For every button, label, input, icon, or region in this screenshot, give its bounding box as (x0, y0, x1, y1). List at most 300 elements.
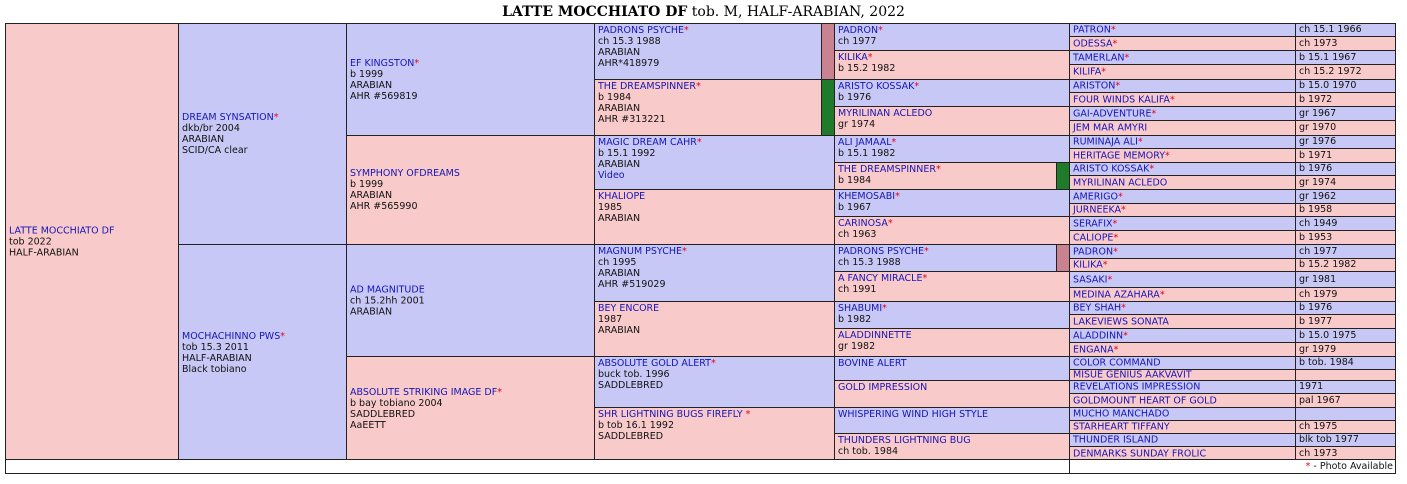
horse-detail-cell (1295, 314, 1396, 329)
horse-detail-cell (1295, 230, 1396, 245)
photo-star-icon[interactable]: * (1123, 330, 1128, 341)
horse-detail-cell (1295, 393, 1396, 408)
horse-name-line (838, 52, 1067, 63)
horse-line3: Black tobiano (182, 363, 247, 375)
video-link[interactable]: Video (598, 170, 625, 181)
horse-name-link[interactable]: SASAKI (1073, 274, 1108, 285)
horse-name-link[interactable]: ENGANA (1073, 344, 1114, 355)
horse-cell-absolute-gold-alert (594, 356, 835, 408)
horse-name-link[interactable]: MEDINA AZAHARA (1073, 289, 1160, 300)
horse-info (838, 25, 1067, 47)
photo-star-icon[interactable]: * (1113, 232, 1119, 243)
photo-star-icon[interactable]: * (1137, 136, 1143, 148)
photo-star-icon[interactable]: * (497, 386, 502, 398)
horse-line1: b 15.2 1982 (838, 63, 896, 74)
horse-info (838, 52, 1067, 74)
horse-detail (1299, 330, 1393, 342)
photo-star-icon[interactable]: * (1113, 344, 1119, 355)
horse-name-link[interactable]: ALADDINNETTE (838, 330, 912, 341)
horse-cell-shabumi (834, 301, 1070, 329)
horse-cell-mucho-manchado (1069, 407, 1296, 421)
horse-cell-heritage-memory (1069, 148, 1296, 163)
horse-cell-aladdinnette (834, 328, 1070, 357)
horse-detail-text: gr 1981 (1299, 273, 1337, 285)
horse-cell-gai-adventure (1069, 106, 1296, 121)
horse-name-line (838, 218, 1067, 229)
horse-info (1073, 38, 1293, 49)
horse-cell-latte-mocchiato-df (5, 23, 179, 460)
horse-name-link[interactable]: STARHEART TIFFANY (1073, 421, 1170, 433)
horse-line1: b 1976 (838, 92, 872, 103)
horse-name-link[interactable]: THUNDER ISLAND (1073, 434, 1159, 446)
horse-name-link[interactable]: THUNDERS LIGHTNING BUG (838, 435, 971, 446)
horse-cell-ali-jamaal (834, 135, 1070, 163)
horse-detail-text: gr 1974 (1299, 176, 1337, 188)
horse-info (838, 358, 1067, 369)
horse-line2: ARABIAN (598, 159, 641, 170)
photo-star-icon[interactable]: * (1110, 24, 1116, 36)
horse-detail-text: blk tob 1977 (1299, 434, 1359, 445)
horse-info (598, 409, 832, 442)
horse-name: LATTE MOCCHIATO DF (502, 4, 688, 20)
horse-detail (1299, 434, 1393, 446)
horse-name-link[interactable]: ODESSA (1073, 38, 1113, 49)
horse-name-line (838, 358, 1067, 369)
horse-name-link[interactable]: MAGIC DREAM CAHR (598, 137, 697, 148)
horse-line2: HALF-ARABIAN (9, 247, 79, 258)
horse-name-link[interactable]: MAGNUM PSYCHE (598, 246, 682, 257)
photo-star-icon[interactable]: * (695, 81, 701, 92)
horse-name-link[interactable]: PADRON (838, 25, 879, 36)
horse-detail-text: ch 15.1 1966 (1299, 24, 1362, 35)
horse-name-line (598, 81, 832, 92)
horse-detail-cell (1295, 216, 1396, 231)
horse-detail (1299, 136, 1393, 148)
horse-info (1073, 67, 1293, 78)
horse-info (1073, 260, 1293, 271)
horse-line1: 1987 (598, 314, 623, 325)
horse-line2: SADDLEBRED (598, 431, 664, 442)
horse-name-line (838, 25, 1067, 36)
horse-line1: dkb/br 2004 (182, 123, 240, 134)
horse-line1: b 1984 (598, 92, 632, 103)
horse-detail (1299, 191, 1393, 203)
horse-name-link[interactable]: CALIOPE (1073, 232, 1114, 243)
horse-name-link[interactable]: THE DREAMSPINNER (598, 81, 696, 92)
horse-line3: AaEETT (350, 419, 386, 431)
horse-line1: b tob 16.1 1992 (598, 420, 674, 431)
horse-cell-ef-kingston (346, 23, 595, 136)
horse-name-line (598, 246, 832, 257)
horse-detail-cell (1295, 433, 1396, 447)
horse-cell-ariston (1069, 79, 1296, 93)
horse-detail-text: b 1971 (1299, 149, 1333, 161)
horse-info (838, 191, 1067, 213)
photo-star-icon[interactable]: * (1159, 289, 1165, 300)
horse-name-line (838, 81, 1067, 92)
horse-cell-ad-magnitude (346, 244, 595, 357)
horse-cell-dream-synsation (178, 23, 347, 245)
horse-name-link[interactable]: WHISPERING WIND HIGH STYLE (838, 409, 989, 420)
horse-detail-cell (1295, 301, 1396, 315)
horse-name-link[interactable]: AD MAGNITUDE (350, 284, 425, 295)
photo-star-icon[interactable]: * (684, 25, 689, 36)
horse-info (598, 25, 832, 69)
horse-name-link[interactable]: MISUE GENIUS AAKVAVIT (1073, 369, 1192, 381)
horse-info (1073, 395, 1293, 406)
horse-name-link[interactable]: GOLDMOUNT HEART OF GOLD (1073, 395, 1217, 406)
photo-star-icon[interactable]: * (924, 246, 929, 257)
horse-name-link[interactable]: KHEMOSABI (838, 191, 896, 202)
horse-detail (1299, 395, 1393, 407)
horse-cell-the-dreamspinner (594, 79, 835, 136)
horse-cell-aladdinn (1069, 328, 1296, 343)
horse-detail (1299, 80, 1393, 92)
horse-name-line (598, 358, 832, 369)
horse-info (838, 409, 1067, 420)
horse-info (350, 284, 592, 317)
horse-cell-carinosa (834, 216, 1070, 245)
horse-detail-text: gr 1970 (1299, 122, 1337, 133)
photo-star-icon[interactable]: * (1113, 246, 1118, 257)
horse-line2: ARABIAN (598, 213, 641, 224)
horse-name-link[interactable]: ABSOLUTE GOLD ALERT (598, 358, 711, 369)
horse-detail-text: b 1953 (1299, 231, 1333, 243)
horse-line2: ARABIAN (598, 325, 641, 336)
horse-info (1073, 177, 1293, 188)
horse-detail-cell (1295, 420, 1396, 434)
horse-name-link[interactable]: JURNEEKA (1073, 204, 1122, 216)
horse-name-link[interactable]: DREAM SYNSATION (182, 112, 274, 123)
horse-name-link[interactable]: AMERIGO (1073, 191, 1118, 202)
horse-line1: 1985 (598, 202, 623, 213)
horse-name-link[interactable]: FOUR WINDS KALIFA (1073, 94, 1170, 105)
horse-info (9, 225, 176, 258)
horse-name-line (598, 137, 832, 148)
horse-name-link[interactable]: BOVINE ALERT (838, 358, 907, 369)
horse-name-link[interactable]: TAMERLAN (1073, 52, 1125, 63)
horse-info (1073, 191, 1293, 202)
horse-name-link[interactable]: SHR LIGHTNING BUGS FIREFLY (598, 409, 746, 420)
horse-cell-padrons-psyche (834, 244, 1070, 272)
horse-name-link[interactable]: KILIKA (838, 52, 868, 63)
horse-info (1073, 94, 1293, 105)
horse-line1: b 1999 (350, 68, 384, 80)
photo-star-icon[interactable]: * (696, 137, 702, 148)
photo-star-icon[interactable]: * (1165, 150, 1170, 161)
horse-info (598, 358, 832, 391)
horse-cell-mochachinno-pws (178, 244, 347, 461)
photo-star-icon[interactable]: * (1151, 108, 1157, 119)
photo-star-icon[interactable]: * (1121, 302, 1126, 314)
horse-line3: AHR #569819 (350, 90, 418, 102)
horse-name-link[interactable]: GAI-ADVENTURE (1073, 108, 1152, 119)
horse-detail-cell (1295, 23, 1396, 37)
horse-detail (1299, 259, 1393, 271)
photo-star-icon[interactable]: * (1115, 80, 1121, 92)
horse-info (1073, 382, 1293, 393)
photo-legend (1306, 461, 1393, 472)
horse-name-link[interactable]: ALADDINN (1073, 330, 1124, 341)
horse-name-link[interactable]: MUCHO MANCHADO (1073, 408, 1170, 420)
horse-name-link[interactable]: PADRONS PSYCHE (598, 25, 684, 36)
horse-name-line (838, 246, 1067, 257)
page-title (0, 4, 1407, 20)
horse-name-link[interactable]: KHALIOPE (598, 191, 646, 202)
horse-line3: AHR #313221 (598, 114, 666, 125)
horse-name-link[interactable]: KILIKA (1073, 259, 1103, 271)
horse-line1: buck tob. 1996 (598, 369, 670, 380)
photo-star-icon[interactable]: * (887, 218, 893, 229)
horse-cell-jem-mar-amyri (1069, 120, 1296, 136)
horse-detail-text: 1971 (1299, 381, 1324, 392)
horse-detail-cell (1295, 50, 1396, 65)
horse-detail-text: ch 1973 (1299, 37, 1338, 49)
horse-detail-cell (1295, 244, 1396, 259)
horse-info (1073, 25, 1293, 36)
horse-cell-kilika (834, 50, 1070, 80)
horse-cell-jurneeka (1069, 203, 1296, 217)
horse-detail-cell (1295, 175, 1396, 190)
horse-detail (1299, 150, 1393, 162)
horse-name-line (598, 25, 832, 36)
horse-detail (1299, 448, 1393, 460)
horse-detail-cell (1295, 36, 1396, 51)
horse-name-line (838, 164, 1067, 175)
horse-detail (1299, 163, 1393, 175)
horse-cell-absolute-striking-image-df (346, 356, 595, 461)
horse-name-link[interactable]: HERITAGE MEMORY (1073, 150, 1165, 161)
horse-detail-text: b tob. 1984 (1299, 357, 1354, 368)
photo-star-icon[interactable]: * (1149, 163, 1155, 175)
horse-info (1073, 52, 1293, 63)
horse-info (1073, 409, 1293, 420)
photo-star-icon[interactable]: * (1112, 38, 1118, 49)
horse-detail-cell (1295, 162, 1396, 176)
horse-name-link[interactable]: COLOR COMMAND (1073, 357, 1161, 369)
horse-detail-text: gr 1979 (1299, 343, 1337, 355)
photo-star-icon[interactable]: * (414, 57, 420, 69)
horse-name-link[interactable]: ARISTO KOSSAK (838, 81, 915, 92)
horse-line2: ARABIAN (598, 268, 641, 279)
horse-info (598, 81, 832, 125)
horse-name-line (838, 382, 1067, 393)
horse-line2: SADDLEBRED (350, 408, 416, 420)
horse-line1: b 15.1 1992 (598, 148, 656, 159)
photo-star-icon[interactable]: * (1101, 66, 1106, 78)
horse-line2: ARABIAN (350, 79, 393, 91)
horse-name-line (350, 387, 592, 398)
horse-detail-cell (1295, 148, 1396, 163)
horse-name-link[interactable]: JEM MAR AMYRI (1073, 122, 1148, 134)
horse-detail (1299, 274, 1393, 286)
horse-detail (1299, 24, 1393, 36)
horse-name-link[interactable]: KILIFA (1073, 66, 1102, 78)
horse-line1: b 15.1 1982 (838, 148, 896, 159)
photo-star-icon[interactable]: * (1102, 259, 1108, 271)
horse-name-line (9, 225, 176, 236)
horse-info (182, 112, 344, 156)
horse-cell-ruminaja-ali (1069, 135, 1296, 149)
horse-info (838, 303, 1067, 325)
horse-line1: b 1967 (838, 202, 872, 213)
horse-name-link[interactable]: LAKEVIEWS SONATA (1073, 316, 1169, 327)
photo-star-icon[interactable]: * (1112, 218, 1118, 229)
horse-name-link[interactable]: PADRON (1073, 246, 1114, 257)
horse-detail-cell (1295, 342, 1396, 357)
footer-row-left (5, 459, 1070, 474)
horse-info (1073, 150, 1293, 161)
photo-star-icon[interactable]: * (682, 246, 687, 257)
horse-name-link[interactable]: PATRON (1073, 24, 1111, 36)
horse-info (838, 108, 1067, 130)
horse-cell-myrilinan-acledo (1069, 175, 1296, 190)
photo-star-icon[interactable]: * (891, 137, 897, 148)
horse-info (1073, 370, 1293, 381)
horse-name-link[interactable]: BEY ENCORE (598, 303, 660, 314)
photo-star-icon[interactable]: * (273, 112, 279, 123)
horse-detail-cell (1295, 135, 1396, 149)
horse-name-link[interactable]: DENMARKS SUNDAY FROLIC (1073, 448, 1207, 459)
horse-line1: ch 1963 (838, 229, 877, 240)
horse-info (1073, 137, 1293, 148)
horse-name-line (350, 284, 592, 295)
photo-star-icon[interactable]: * (1169, 94, 1175, 105)
horse-name-link[interactable]: EF KINGSTON (350, 57, 415, 69)
horse-detail (1299, 52, 1393, 64)
horse-name-link[interactable]: SYMPHONY OFDREAMS (350, 168, 460, 179)
horse-cell-sasaki (1069, 271, 1296, 288)
horse-info (838, 273, 1067, 295)
horse-cell-myrilinan-acledo (834, 106, 1070, 136)
horse-name-link[interactable]: PADRONS PSYCHE (838, 246, 924, 257)
horse-cell-medina-azahara (1069, 287, 1296, 302)
horse-name-line (838, 435, 1067, 446)
horse-detail-text: b 1958 (1299, 204, 1333, 215)
horse-name-link[interactable]: ARISTON (1073, 80, 1116, 92)
horse-detail-cell (1295, 189, 1396, 204)
photo-star-icon[interactable]: * (1107, 274, 1113, 285)
horse-detail (1299, 316, 1393, 328)
photo-star-icon[interactable]: * (895, 191, 900, 202)
horse-detail (1299, 289, 1393, 301)
horse-detail-cell (1295, 407, 1396, 421)
horse-cell-odessa (1069, 36, 1296, 51)
horse-line2: HALF-ARABIAN (182, 352, 252, 364)
photo-star-icon[interactable]: * (922, 273, 928, 284)
horse-detail-cell (1295, 92, 1396, 107)
horse-name-link[interactable]: MYRILINAN ACLEDO (838, 108, 933, 119)
horse-info (838, 218, 1067, 240)
horse-name-link[interactable]: A FANCY MIRACLE (838, 273, 923, 284)
horse-info (838, 164, 1067, 186)
horse-line1: ch 15.3 1988 (598, 36, 661, 47)
horse-detail-text: b 15.0 1970 (1299, 80, 1357, 91)
horse-details: tob. M, HALF-ARABIAN, 2022 (691, 4, 905, 20)
photo-star-icon[interactable]: * (878, 25, 883, 36)
horse-line3: AHR #565990 (350, 201, 418, 212)
horse-name-line (838, 137, 1067, 148)
horse-name-link[interactable]: MOCHACHINNO PWS (182, 330, 281, 342)
horse-info (1073, 205, 1293, 216)
horse-name-line (838, 330, 1067, 341)
horse-info (1073, 448, 1293, 459)
horse-name-link[interactable]: SERAFIX (1073, 218, 1113, 229)
photo-star-icon[interactable]: * (882, 303, 887, 314)
horse-name-link[interactable]: ABSOLUTE STRIKING IMAGE DF (350, 386, 498, 398)
horse-detail-text: ch 1973 (1299, 447, 1338, 459)
photo-star-icon[interactable]: * (1121, 204, 1126, 216)
horse-detail (1299, 204, 1393, 216)
horse-info (598, 191, 832, 224)
horse-detail-cell (1295, 328, 1396, 343)
horse-cell-starheart-tiffany (1069, 420, 1296, 434)
horse-detail-text: gr 1962 (1299, 190, 1337, 202)
horse-info (598, 303, 832, 336)
photo-legend-text: - Photo Available (1313, 461, 1393, 472)
horse-info (1073, 246, 1293, 257)
photo-star-icon[interactable]: * (935, 164, 941, 175)
horse-name-link[interactable]: MYRILINAN ACLEDO (1073, 177, 1168, 188)
horse-name-line (182, 331, 344, 342)
horse-name-link[interactable]: REVELATIONS IMPRESSION (1073, 381, 1201, 393)
horse-name-link[interactable]: ALI JAMAAL (838, 137, 892, 148)
horse-detail (1299, 357, 1393, 369)
horse-line3: AHR*418979 (598, 58, 660, 69)
horse-name-link[interactable]: LATTE MOCCHIATO DF (9, 225, 115, 236)
horse-cell-kilika (1069, 258, 1296, 272)
photo-star-icon[interactable]: * (914, 81, 920, 92)
horse-detail-text: ch 15.2 1972 (1299, 66, 1362, 77)
horse-name-link[interactable]: THE DREAMSPINNER (838, 164, 936, 175)
horse-info (1073, 218, 1293, 229)
horse-detail-text: b 1976 (1299, 163, 1333, 174)
horse-name-link[interactable]: SHABUMI (838, 303, 883, 314)
horse-detail (1299, 38, 1393, 50)
horse-line2: SADDLEBRED (598, 380, 664, 391)
horse-name-link[interactable]: GOLD IMPRESSION (838, 382, 928, 393)
horse-name-link[interactable]: RUMINAJA ALI (1073, 136, 1138, 148)
horse-name-link[interactable]: BEY SHAH (1073, 302, 1122, 314)
horse-detail-text: b 15.0 1975 (1299, 329, 1357, 341)
horse-name-line (598, 191, 832, 202)
horse-name-line (838, 273, 1067, 284)
horse-detail (1299, 232, 1393, 244)
inbreeding-marker-green (1056, 162, 1070, 190)
photo-star-icon[interactable]: * (1117, 191, 1123, 202)
horse-line1: b 1982 (838, 314, 872, 325)
horse-name-line (838, 191, 1067, 202)
horse-info (1073, 123, 1293, 134)
horse-detail-cell (1295, 380, 1396, 394)
horse-cell-bovine-alert (834, 356, 1070, 381)
inbreeding-marker-green (821, 79, 835, 136)
horse-cell-four-winds-kalifa (1069, 92, 1296, 107)
horse-cell-engana (1069, 342, 1296, 357)
horse-cell-bey-shah (1069, 301, 1296, 315)
horse-line1: tob 15.3 2011 (182, 341, 249, 353)
photo-star-icon[interactable]: * (1124, 52, 1130, 63)
horse-name-link[interactable]: ARISTO KOSSAK (1073, 163, 1150, 175)
photo-star-icon[interactable]: * (745, 409, 751, 420)
horse-cell-khemosabi (834, 189, 1070, 217)
horse-name-link[interactable]: CARINOSA (838, 218, 888, 229)
photo-star-icon[interactable]: * (867, 52, 873, 63)
horse-cell-magnum-psyche (594, 244, 835, 302)
photo-star-icon[interactable]: * (280, 330, 285, 342)
photo-star-icon[interactable]: * (710, 358, 716, 369)
horse-detail-cell (1295, 120, 1396, 136)
